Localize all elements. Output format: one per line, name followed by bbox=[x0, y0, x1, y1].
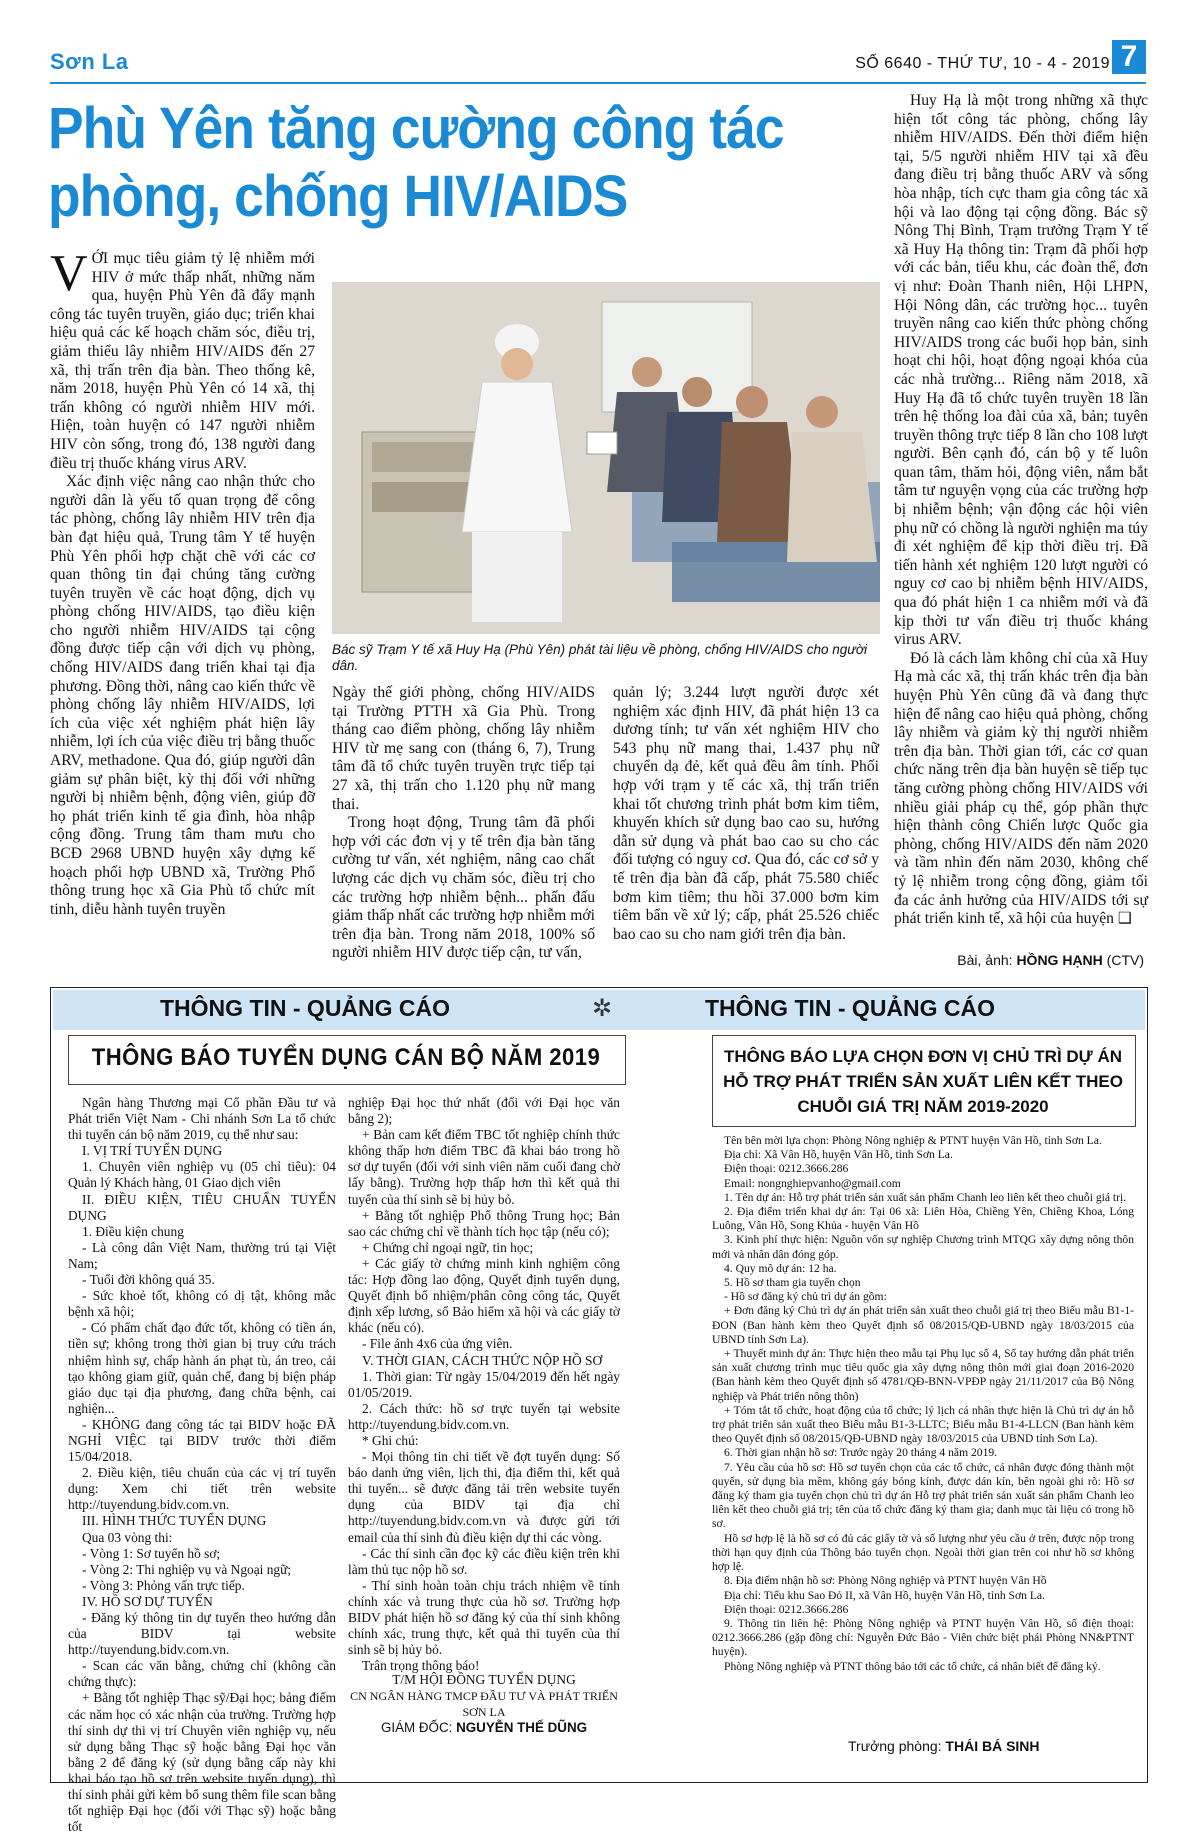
paragraph: Xác định việc nâng cao nhận thức cho người dân là yếu tố quan trọng để công tác phòng, chống lây nhiễm HIV trên địa bàn đạt hiệu quả, Trung tâm Y tế huyện Phù Yên phối hợp chặt chẽ với các cơ quan thông tin đại chúng tăng cường tuyên truyền về các hoạt động, dịch vụ phòng chống HIV/AIDS, tạo điều kiện cho người nhiễm HIV/AIDS tại cộng đồng được tiếp cận với dịch vụ phòng, chống HIV/AIDS đang triển khai tại địa phương. Đồng thời, nâng cao kiến thức về phòng chống lây nhiễm HIV/AIDS, lợi ích của việc xét nghiệm phát hiện lây nhiễm, lợi ích của việc điều trị bằng thuốc ARV, methadone. Qua đó, giúp người dân giảm sự phân biệt, kỳ thị đối với những người bị nhiễm bệnh, động viên, giúp đỡ họ phát triển kinh tế gia đình, hòa nhập cộng đồng. Trung tâm tham mưu cho BCĐ 2968 UBND huyện xây dựng kế hoạch phối hợp UBND xã, Trường Phổ thông trung học xã Gia Phù tổ chức mít tinh, diễu hành tuyên truyền bbox=[50, 473, 315, 918]
notice-line: 4. Quy mô dự án: 12 ha. bbox=[724, 1261, 837, 1275]
notice-line: - Sức khoẻ tốt, không có dị tật, không mắc bệnh xã hội; bbox=[68, 1288, 336, 1320]
header-rule bbox=[50, 82, 1146, 84]
notice-line: - File ảnh 4x6 của ứng viên. bbox=[362, 1336, 513, 1352]
notice-line: 9. Thông tin liên hệ: Phòng Nông nghiệp và PTNT huyện Vân Hồ, số điện thoại: 0212.3666.286 (gặp đồng chí: Nguyễn Đức Bảo - Viên chức biệt phái Phòng NN&PTNT huyện). bbox=[712, 1616, 1134, 1659]
article-column-3 bbox=[613, 684, 879, 969]
notice-line: Địa chỉ: Xã Vân Hồ, huyện Vân Hồ, tỉnh Sơn La. bbox=[724, 1148, 953, 1162]
notice2-body bbox=[712, 1134, 1134, 1722]
notice1-title: THÔNG BÁO TUYỂN DỤNG CÁN BỘ NĂM 2019 bbox=[91, 1044, 601, 1071]
notice-line: 1. Thời gian: Từ ngày 15/04/2019 đến hết ngày 01/05/2019. bbox=[348, 1368, 620, 1400]
notice-line: - Hồ sơ đăng ký chủ trì dự án gồm: bbox=[724, 1290, 887, 1304]
section-name: Sơn La bbox=[50, 49, 129, 74]
notice-line: * Ghi chú: bbox=[362, 1432, 419, 1448]
notice-line: 7. Yêu cầu của hồ sơ: Hồ sơ tuyển chọn của các tổ chức, cá nhân được đóng thành một quyển, sử dụng bìa mềm, không gáy bóng kính, được dán kín, bên ngoài ghi rõ: Hồ sơ đăng ký tham gia tuyển chọn chủ trì dự án Hỗ trợ phát triển sản xuất sản phẩm Chanh leo liên kết theo chuỗi giá trị; tên của tổ chức đăng ký tham gia; danh mục tài liệu có trong hồ sơ. bbox=[712, 1460, 1134, 1531]
notice-line: 5. Hồ sơ tham gia tuyển chọn bbox=[724, 1276, 861, 1290]
notice-line: - Vòng 3: Phỏng vấn trực tiếp. bbox=[82, 1577, 245, 1593]
article-column-4 bbox=[894, 92, 1148, 947]
notice-line: - Vòng 1: Sơ tuyển hồ sơ; bbox=[82, 1545, 221, 1561]
paragraph: Huy Hạ là một trong những xã thực hiện tốt công tác phòng, chống lây nhiễm HIV/AIDS. Đến thời điểm hiện tại, 5/5 người nhiễm HIV tại xã đều đang điều trị bằng thuốc ARV và sống hòa nhập, tích cực tham gia công tác xã hội và lao động tại cộng đồng. Bác sỹ Nông Thị Bình, Trạm trưởng Trạm Y tế xã Huy Hạ thông tin: Trạm đã phối hợp với các bản, tiểu khu, các đoàn thể, đơn vị như: Đoàn Thanh niên, Hội LHPN, Hội Nông dân, các trường học... tuyên truyền nâng cao kiến thức phòng chống HIV/AIDS trong các buổi họp bản, sinh hoạt chi hội, hoạt động ngoại khóa của các nhà trường... Riêng năm 2018, xã Huy Hạ đã tổ chức tuyên truyền 18 lần trên hệ thống loa đài của xã, bản; tuyên truyền thông trực tiếp 8 lần cho 108 lượt người. Bên cạnh đó, cán bộ y tế luôn quan tâm, thăm hỏi, động viên, nắm bắt tâm tư nguyện vọng của các trường hợp bị nhiễm bệnh; vận động các hội viên phụ nữ có chồng là người nghiện ma túy đi xét nghiệm để kịp thời điều trị. Đã tiến hành xét nghiệm 120 lượt người có nguy cơ cao bị nhiễm bệnh HIV/AIDS, qua đó phát hiện 1 ca nhiễm mới và đã kịp thời tư vấn điều trị thuốc kháng virus ARV. bbox=[894, 92, 1148, 649]
drop-cap: V bbox=[50, 245, 88, 302]
notice-line: + Chứng chỉ ngoại ngữ, tin học; bbox=[362, 1239, 534, 1255]
notice-line: 3. Kinh phí thực hiện: Nguồn vốn sự nghiệp Chương trình MTQG xây dựng nông thôn mới và nhân dân đóng góp. bbox=[712, 1233, 1134, 1261]
headline: Phù Yên tăng cường công tác phòng, chống HIV/AIDS bbox=[48, 96, 784, 229]
notice-line: - Các thí sinh cần đọc kỹ các điều kiện trên khi làm thủ tục nộp hồ sơ. bbox=[348, 1545, 620, 1577]
signature-line: CN NGÂN HÀNG TMCP ĐẦU TƯ VÀ PHÁT TRIỂN SƠN LA bbox=[350, 1689, 618, 1720]
paragraph: VỚI mục tiêu giảm tỷ lệ nhiễm mới HIV ở mức thấp nhất, những năm qua, huyện Phù Yên đã đẩy mạnh công tác tuyên truyền, giáo dục; triển khai hiệu quả các kế hoạch chăm sóc, điều trị, giảm thiểu lây nhiễm HIV/AIDS đến 27 xã, thị trấn trên địa bàn. Theo thống kê, năm 2018, huyện Phù Yên có 14 xã, thị trấn không có người nhiễm HIV mới. Hiện, toàn huyện có 147 người nhiễm HIV còn sống, trong đó, 138 người đang điều trị thuốc kháng virus ARV. bbox=[50, 245, 315, 472]
photo-caption: Bác sỹ Trạm Y tế xã Huy Hạ (Phù Yên) phát tài liệu về phòng, chống HIV/AIDS cho người dân. bbox=[332, 642, 867, 673]
notice-line: 2. Địa điểm triển khai dự án: Tại 06 xã: Liên Hòa, Chiềng Yên, Chiềng Khoa, Lóng Luông, Vân Hồ, Song Khủa - huyện Vân Hồ bbox=[712, 1205, 1134, 1233]
notice2-signature: Trưởng phòng: THÁI BÁ SINH bbox=[848, 1738, 1040, 1754]
notice-line: - Vòng 2: Thi nghiệp vụ và Ngoại ngữ; bbox=[82, 1561, 292, 1577]
notice-line: II. ĐIỀU KIỆN, TIÊU CHUẨN TUYỂN DỤNG bbox=[68, 1191, 336, 1223]
notice-line: Trân trọng thông báo! bbox=[362, 1658, 480, 1674]
ad-band-label-left: THÔNG TIN - QUẢNG CÁO bbox=[160, 995, 451, 1021]
paragraph: Ngày thế giới phòng, chống HIV/AIDS tại Trường PTTH xã Gia Phù. Trong tháng cao điểm phòng, chống lây nhiễm HIV từ mẹ sang con (tháng 6, 7), Trung tâm đã tổ chức tuyên truyền trực tiếp tại 27 xã, thị trấn cho 1.120 phụ nữ mang thai. bbox=[332, 684, 595, 813]
notice-line: - Đăng ký thông tin dự tuyển theo hướng dẫn của BIDV tại website http://tuyendung.bidv.com.vn. bbox=[68, 1610, 336, 1658]
article-photo bbox=[332, 282, 880, 634]
notice-line: I. VỊ TRÍ TUYỂN DỤNG bbox=[82, 1143, 223, 1159]
notice-line: - Có phẩm chất đạo đức tốt, không có tiền án, tiền sự; không trong thời gian bị truy cứu trách nhiệm hình sự, chấp hành án phạt tù, án treo, cải tạo không giam giữ, quản chế, đang bị biện pháp giáo dục tại địa phương, đang chữa bệnh, cai nghiện... bbox=[68, 1320, 336, 1416]
notice-line: III. HÌNH THỨC TUYỂN DỤNG bbox=[82, 1513, 267, 1529]
notice-line: Phòng Nông nghiệp và PTNT thông báo tới các tổ chức, cá nhân biết để đăng ký. bbox=[724, 1659, 1101, 1673]
byline: Bài, ảnh: HỒNG HẠNH (CTV) bbox=[957, 952, 1144, 968]
notice-line: IV. HỒ SƠ DỰ TUYỂN bbox=[82, 1593, 213, 1609]
notice-line: Email: nongnghiepvanho@gmail.com bbox=[724, 1176, 901, 1190]
signature-line: T/M HỘI ĐỒNG TUYỂN DỤNG bbox=[392, 1672, 576, 1687]
notice-line: Tên bên mời lựa chọn: Phòng Nông nghiệp & PTNT huyện Vân Hồ, tỉnh Sơn La. bbox=[724, 1134, 1102, 1147]
notice-line: Điện thoại: 0212.3666.286 bbox=[724, 1602, 849, 1616]
notice-line: - Là công dân Việt Nam, thường trú tại Việt Nam; bbox=[68, 1239, 336, 1271]
notice-line: Địa chỉ: Tiểu khu Sao Đỏ II, xã Vân Hồ, huyện Vân Hồ, tỉnh Sơn La. bbox=[724, 1588, 1045, 1602]
notice-line: V. THỜI GIAN, CÁCH THỨC NỘP HỒ SƠ bbox=[362, 1352, 603, 1368]
notice-line: Ngân hàng Thương mại Cổ phần Đầu tư và Phát triển Việt Nam - Chi nhánh Sơn La tổ chức thi tuyển cán bộ năm 2019, cụ thể như sau: bbox=[68, 1095, 336, 1143]
author-name: HỒNG HẠNH bbox=[1016, 952, 1103, 968]
notice1-column-2 bbox=[348, 1095, 620, 1674]
notice-line: - Tuổi đời không quá 35. bbox=[82, 1272, 215, 1288]
paragraph: quản lý; 3.244 lượt người được xét nghiệm xác định HIV, đã phát hiện 13 ca dương tính; tư vấn xét nghiệm HIV cho 543 phụ nữ mang thai, 1.437 phụ nữ chuyển dạ đẻ, kết quả đều âm tính. Phối hợp với trạm y tế các xã, thị trấn triển khai tốt chương trình phát bơm kim tiêm, khuyến khích sử dụng bao cao su, hướng dẫn sử dụng và phát bao cao su cho các đối tượng có nguy cơ. Qua đó, các cơ sở y tế trên địa bàn đã cấp, phát 75.580 chiếc bơm kim tiêm; thu hồi 37.000 bơm kim tiêm bẩn về xử lý; cấp, phát 25.526 chiếc bao cao su cho nam giới trên địa bàn. bbox=[613, 684, 879, 943]
paragraph: Trong hoạt động, Trung tâm đã phối hợp với các đơn vị y tế trên địa bàn tăng cường tư vấn, xét nghiệm, nâng cao chất lượng các dịch vụ chăm sóc, điều trị cho các trường hợp nhiễm bệnh... phấn đấu giảm thấp nhất các trường hợp nhiễm mới trên địa bàn. Trong năm 2018, 100% số người nhiễm HIV được tiếp cận, tư vấn, bbox=[332, 814, 595, 962]
paragraph: Đó là cách làm không chỉ của xã Huy Hạ mà các xã, thị trấn khác trên địa bàn huyện Phù Yên cũng đã và đang thực hiện để nâng cao hiệu quả phòng, chống lây nhiễm và giảm kỳ thị người nhiễm trên địa bàn. Thời gian tới, các cơ quan chức năng trên địa bàn huyện sẽ tiếp tục tăng cường phòng chống HIV/AIDS với nhiều giải pháp cụ thể, góp phần thực hiện thành công Chiến lược Quốc gia phòng, chống HIV/AIDS đến năm 2020 và tầm nhìn đến năm 2030, không chế tỷ lệ nhiễm trong cộng đồng, giảm tối đa các ảnh hưởng của HIV/AIDS tới sự phát triển kinh tế, xã hội của huyện ❑ bbox=[894, 649, 1148, 928]
notice-line: - KHÔNG đang công tác tại BIDV hoặc ĐÃ NGHỈ VIỆC tại BIDV trước thời điểm 15/04/2018. bbox=[68, 1416, 336, 1465]
notice-line: + Các giấy tờ chứng minh kinh nghiệm công tác: Hợp đồng lao động, Quyết định tuyển dụng, Quyết định bổ nhiệm/phân công công tác, Quyết định xếp lương, sổ Bảo hiểm xã hội và các giấy tờ khác (nếu có). bbox=[348, 1255, 620, 1336]
notice-line: 1. Tên dự án: Hỗ trợ phát triển sản xuất sản phẩm Chanh leo liên kết theo chuỗi giá trị. bbox=[724, 1190, 1127, 1204]
notice-line: 2. Điều kiện, tiêu chuẩn của các vị trí tuyển dụng: Xem chi tiết trên website http://tuyendung.bidv.com.vn. bbox=[68, 1465, 336, 1513]
notice-line: 2. Cách thức: hồ sơ trực tuyến tại website http://tuyendung.bidv.com.vn. bbox=[348, 1400, 620, 1432]
notice-line: - Scan các văn bằng, chứng chỉ (không cần chứng thực): bbox=[68, 1658, 336, 1690]
notice-line: + Tóm tắt tổ chức, hoạt động của tổ chức; lý lịch cá nhân thực hiện là Chủ trì dự án hỗ trợ phát triển sản xuất theo Biểu mẫu B1-3-LLTC; Biểu mẫu B1-4-LLCN (Ban hành kèm theo Quyết định số 08/2015/QĐ-UBND ngày 18/03/2015 của UBND tỉnh Sơn La). bbox=[712, 1403, 1134, 1446]
notice-line: + Bản cam kết điểm TBC tốt nghiệp chính thức không thấp hơn điểm TBC đã khai báo trong hồ sơ dự tuyển (đối với sinh viên năm cuối đang chờ lấy bằng). Trường hợp thấp hơn thì kết quả thi tuyển của thí sinh sẽ bị hủy bỏ. bbox=[348, 1127, 620, 1207]
notice1-column-1 bbox=[68, 1095, 336, 1835]
notice-line: + Đơn đăng ký Chủ trì dự án phát triển sản xuất theo chuỗi giá trị theo Biểu mẫu B1-1-ĐON (Ban hành kèm theo Quyết định số 08/2015/QĐ-UBND ngày 18/03/2015 của UBND tỉnh Sơn La). bbox=[712, 1304, 1134, 1346]
notice2-title: THÔNG BÁO LỰA CHỌN ĐƠN VỊ CHỦ TRÌ DỰ ÁN HỖ TRỢ PHÁT TRIỂN SẢN XUẤT LIÊN KẾT THEO CHUỖI GIÁ TRỊ NĂM 2019-2020 bbox=[723, 1047, 1123, 1116]
ad-band-label-right: THÔNG TIN - QUẢNG CÁO bbox=[705, 995, 996, 1021]
notice-line: 8. Địa điểm nhận hồ sơ: Phòng Nông nghiệp và PTNT huyện Vân Hồ bbox=[724, 1574, 1047, 1588]
notice-line: + Bằng tốt nghiệp Thạc sỹ/Đại học; bảng điểm các năm học có xác nhận của trường. Trường hợp thí sinh dự thi vị trí Chuyên viên nghiệp vụ, nếu sử dụng bằng Thạc sỹ hoặc bằng Đại học văn bằng 2 để đăng ký (sử dụng bằng cấp này khi khai báo tạo hồ sơ trên website tuyển dụng), thì thí sinh phải gửi kèm bổ sung thêm file scan bằng tốt nghiệp Đại học (đối với Thạc sỹ) hoặc bằng tốt bbox=[68, 1690, 336, 1835]
notice-line: Hồ sơ hợp lệ là hồ sơ có đủ các giấy tờ và số lượng như yêu cầu ở trên, được nộp trong thời hạn quy định của Thông báo tuyển chọn. Ngoài thời gian trên coi như hồ sơ không hợp lệ. bbox=[712, 1531, 1134, 1574]
notice-line: Qua 03 vòng thi: bbox=[82, 1529, 173, 1545]
notice-line: Điện thoại: 0212.3666.286 bbox=[724, 1162, 849, 1176]
notice-line: + Thuyết minh dự án: Thực hiện theo mẫu tại Phụ lục số 4, Sổ tay hướng dẫn phát triển sản xuất chương trình mục tiêu quốc gia xây dựng nông thôn mới giai đoạn 2016-2020 (Ban hành kèm theo Quyết định số 4781/QĐ-BNN-VPĐP ngày 21/11/2017 của Bộ Nông nghiệp và Phát triển nông thôn) bbox=[712, 1347, 1134, 1403]
notice-line: + Bằng tốt nghiệp Phổ thông Trung học; Bản sao các chứng chỉ về thành tích học tập (nếu có); bbox=[348, 1207, 620, 1239]
notice-line: - Mọi thông tin chi tiết về đợt tuyển dụng: Số báo danh ứng viên, lịch thi, địa điểm thi, kết quả thi tuyển... sẽ được đăng tải trên website tuyển dụng của BIDV tại địa chỉ http://tuyendung.bidv.com.vn và được gửi tới email của thí sinh đủ điều kiện dự thi các vòng. bbox=[348, 1449, 620, 1545]
photo-illustration bbox=[332, 282, 880, 634]
page-number: 7 bbox=[1112, 40, 1146, 74]
article-column-2 bbox=[332, 684, 595, 969]
notice1-signature bbox=[348, 1672, 620, 1772]
notice-line: 6. Thời gian nhận hồ sơ: Trước ngày 20 tháng 4 năm 2019. bbox=[724, 1446, 998, 1460]
signature-line: GIÁM ĐỐC: NGUYỄN THẾ DŨNG bbox=[380, 1720, 588, 1736]
notice-line: - Thí sinh hoàn toàn chịu trách nhiệm về tính chính xác và trung thực của hồ sơ. Trường hợp BIDV phát hiện hồ sơ đăng ký của thí sinh không chính xác, trung thực, kết quả thi tuyển của thí sinh sẽ bị hủy bỏ. bbox=[348, 1577, 620, 1658]
star-icon: ✲ bbox=[592, 996, 613, 1022]
notice-line: 1. Điều kiện chung bbox=[82, 1223, 184, 1239]
issue-date: SỐ 6640 - THỨ TƯ, 10 - 4 - 2019 bbox=[855, 55, 1110, 72]
notice-line: nghiệp Đại học thứ nhất (đối với Đại học văn bằng 2); bbox=[348, 1095, 620, 1127]
article-column-1 bbox=[50, 245, 315, 968]
notice-line: 1. Chuyên viên nghiệp vụ (05 chỉ tiêu): 04 Quản lý Khách hàng, 01 Giao dịch viên bbox=[68, 1159, 336, 1191]
